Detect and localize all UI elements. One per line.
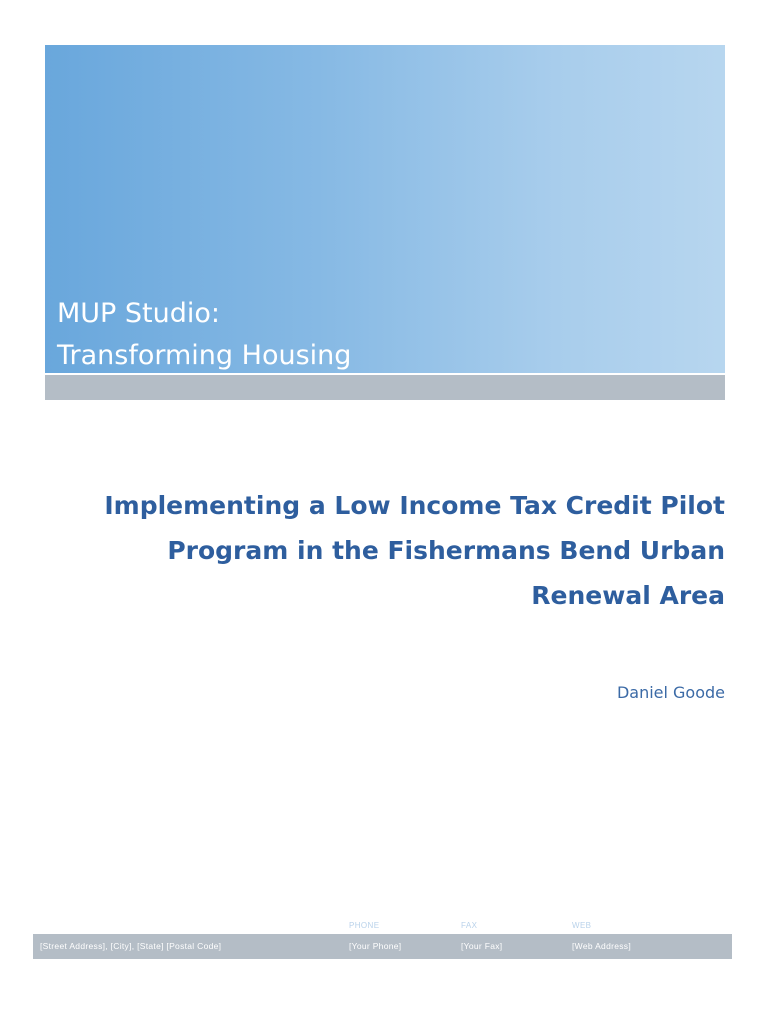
document-title-line-2: Program in the Fishermans Bend Urban bbox=[167, 536, 725, 565]
phone-field: [Your Phone] bbox=[349, 941, 402, 951]
studio-title-line-1: MUP Studio: bbox=[57, 298, 221, 329]
address-field: [Street Address], [City], [State] [Postal Code] bbox=[40, 941, 222, 951]
fax-field: [Your Fax] bbox=[461, 941, 503, 951]
banner-strip bbox=[45, 375, 725, 400]
phone-label: PHONE bbox=[349, 921, 380, 930]
web-field: [Web Address] bbox=[572, 941, 632, 951]
studio-title-line-2: Transforming Housing bbox=[57, 340, 352, 371]
fax-label: FAX bbox=[461, 921, 478, 930]
web-label: WEB bbox=[572, 921, 592, 930]
studio-title bbox=[57, 293, 351, 377]
author-name: Daniel Goode bbox=[616, 683, 725, 702]
document-title-line-1: Implementing a Low Income Tax Credit Pilot bbox=[104, 491, 725, 520]
document-title-line-3: Renewal Area bbox=[531, 581, 725, 610]
document-title bbox=[65, 483, 725, 618]
